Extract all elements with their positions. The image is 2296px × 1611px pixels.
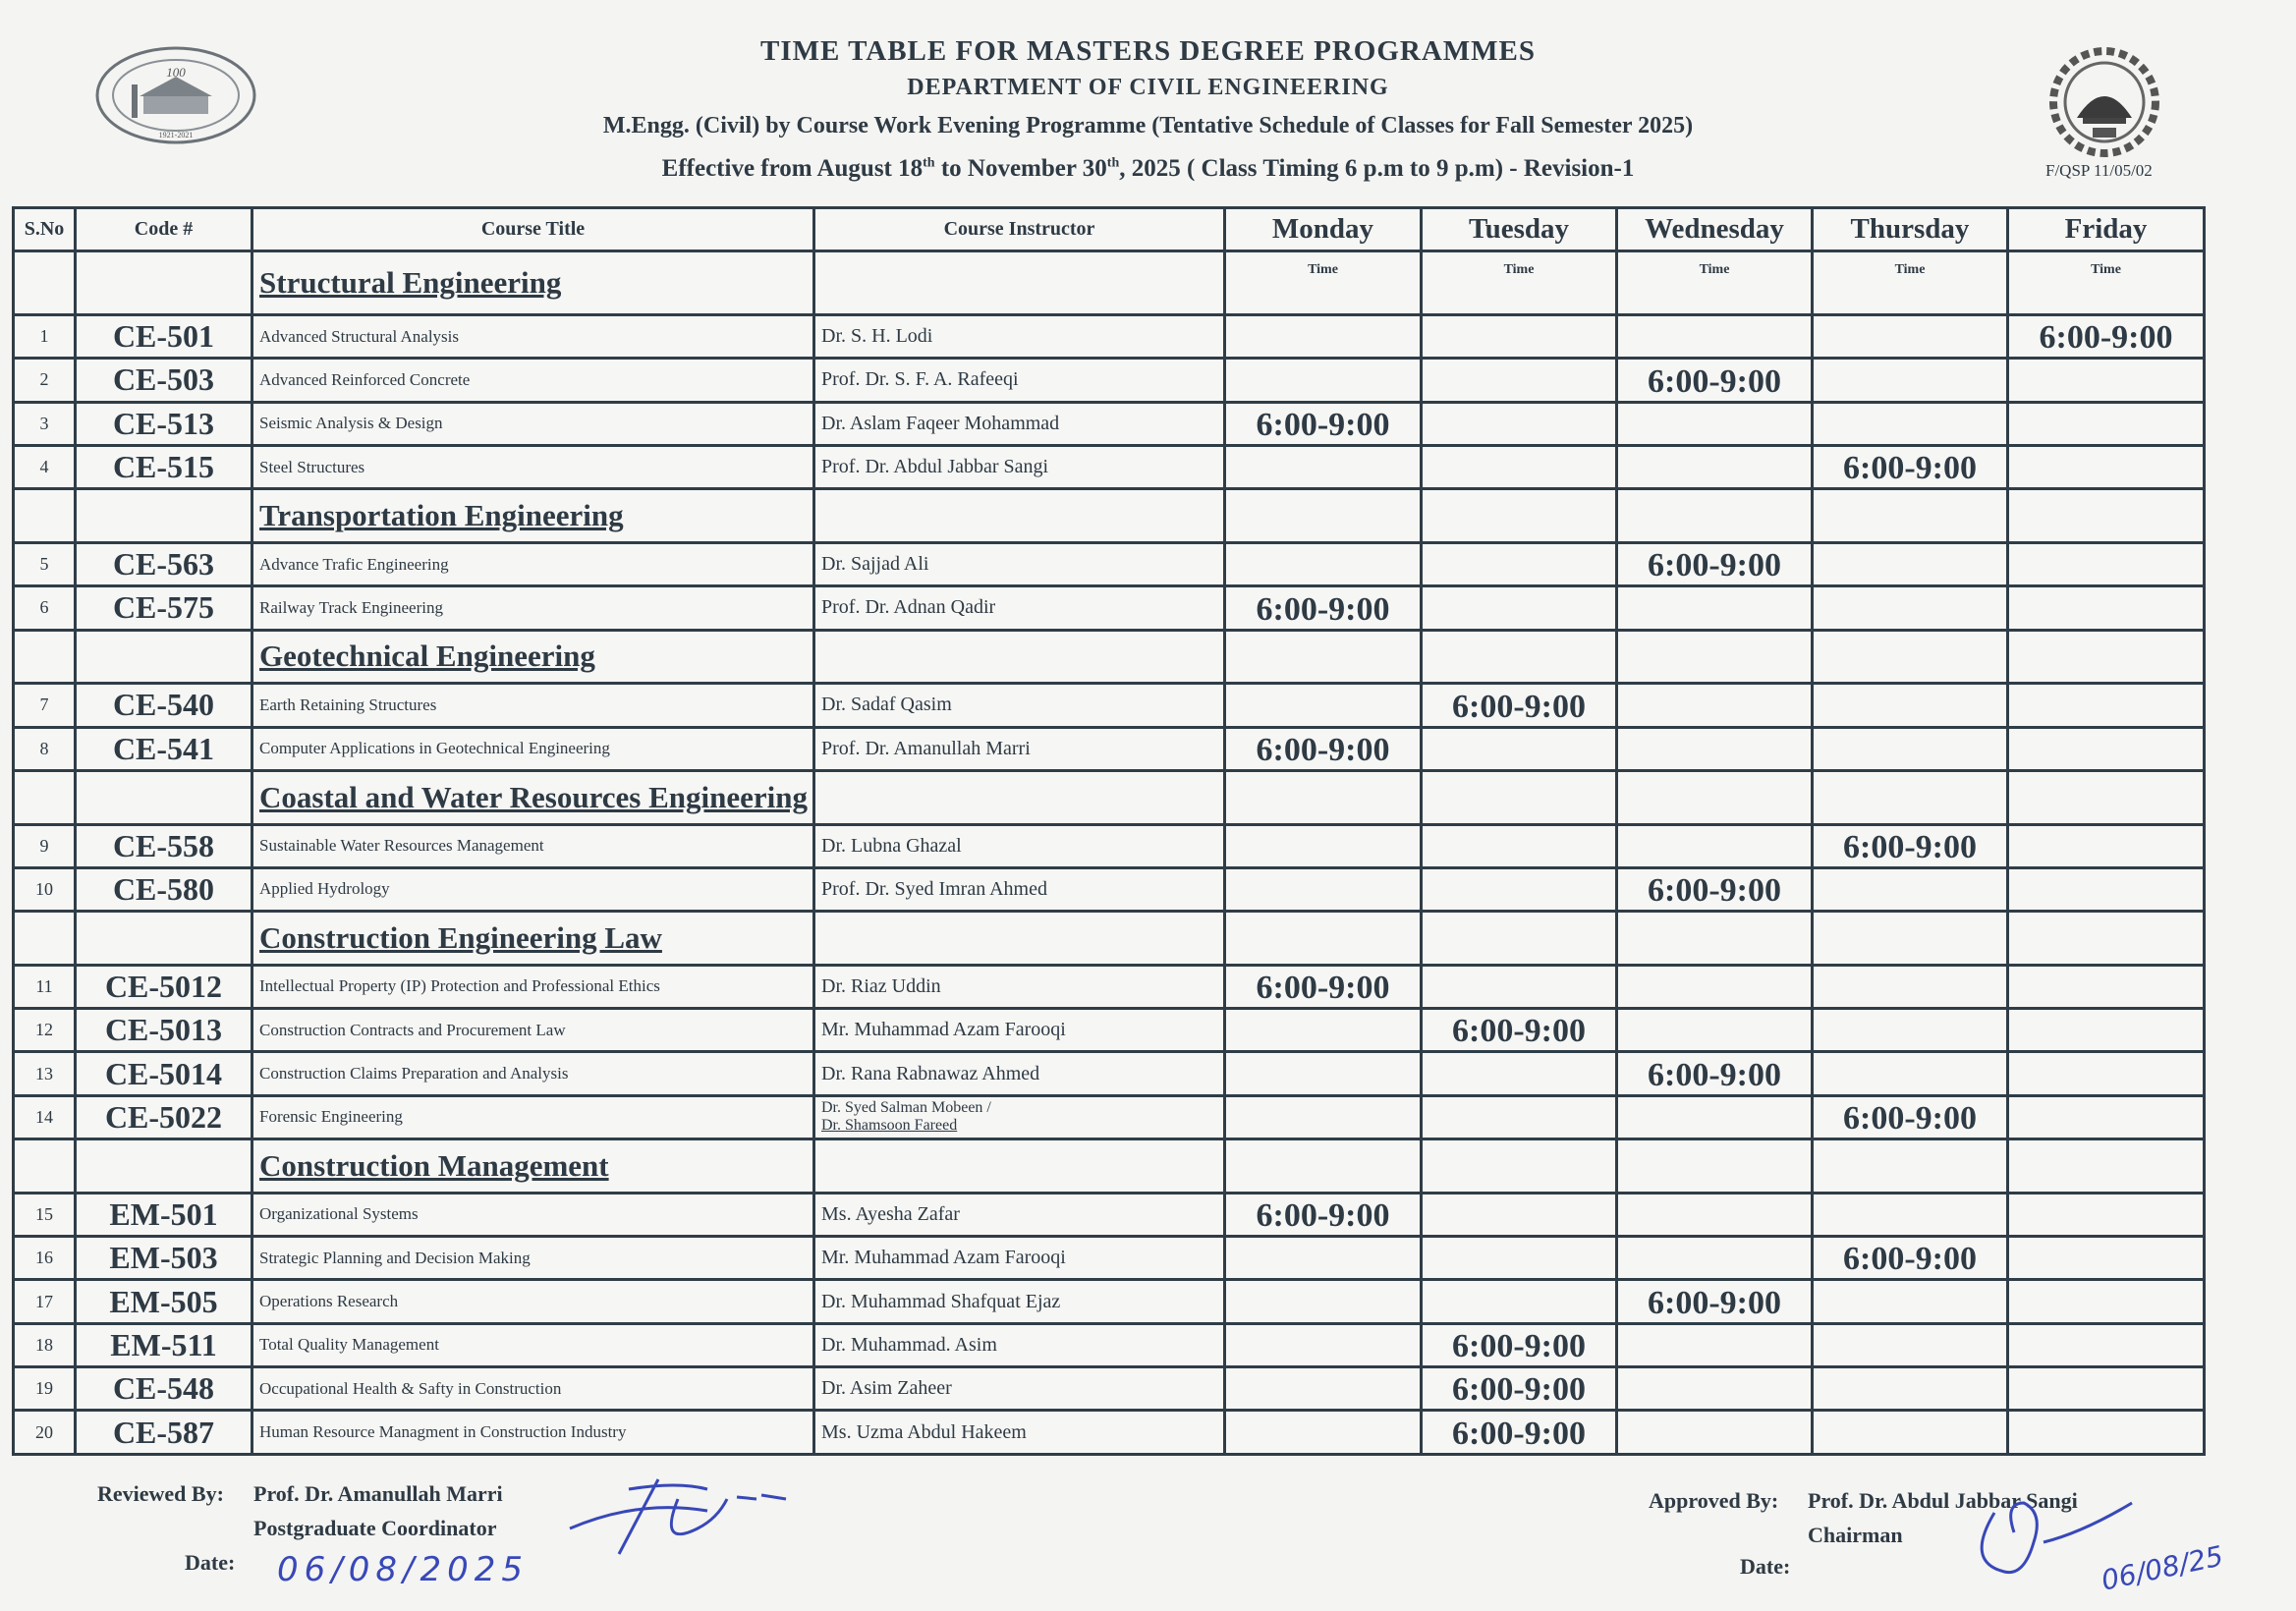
course-title: Forensic Engineering [252, 1095, 814, 1139]
header-course-instructor: Course Instructor [814, 208, 1225, 251]
course-code: CE-5013 [76, 1009, 252, 1052]
timetable-title: TIME TABLE FOR MASTERS DEGREE PROGRAMMES [760, 35, 1536, 67]
approver-name: Prof. Dr. Abdul Jabbar Sangi [1808, 1488, 2078, 1513]
course-sno: 8 [14, 727, 76, 770]
time-label-thursday [1813, 770, 2008, 824]
slot-tuesday: 6:00-9:00 [1422, 1009, 1617, 1052]
course-instructor [814, 1095, 1225, 1139]
time-label-tuesday [1422, 1139, 1617, 1194]
course-sno: 4 [14, 445, 76, 488]
section-empty-sno [14, 770, 76, 824]
course-sno: 5 [14, 542, 76, 585]
reviewer-signature-icon [560, 1460, 825, 1568]
slot-wednesday [1617, 1323, 1813, 1366]
slot-thursday [1813, 1411, 2008, 1455]
svg-text:1921-2021: 1921-2021 [158, 131, 194, 139]
section-title: Transportation Engineering [252, 489, 814, 543]
course-sno: 2 [14, 359, 76, 402]
time-label-monday [1225, 912, 1422, 966]
slot-wednesday: 6:00-9:00 [1617, 1280, 1813, 1323]
time-label-friday [2008, 630, 2205, 684]
slot-thursday [1813, 1367, 2008, 1411]
slot-friday [2008, 1411, 2205, 1455]
section-title: Construction Management [252, 1139, 814, 1194]
section-empty-instructor [814, 489, 1225, 543]
slot-monday [1225, 1411, 1422, 1455]
slot-thursday: 6:00-9:00 [1813, 1095, 2008, 1139]
slot-friday [2008, 824, 2205, 867]
course-instructor: Dr. S. H. Lodi [814, 314, 1225, 358]
section-title: Structural Engineering [252, 251, 814, 315]
header-friday: Friday [2008, 208, 2205, 251]
section-empty-sno [14, 630, 76, 684]
section-empty-code [76, 1139, 252, 1194]
course-code: CE-548 [76, 1367, 252, 1411]
course-sno: 1 [14, 314, 76, 358]
time-label-friday [2008, 770, 2205, 824]
time-label-thursday [1813, 630, 2008, 684]
course-title: Applied Hydrology [252, 867, 814, 911]
course-code: CE-540 [76, 684, 252, 727]
slot-friday [2008, 1193, 2205, 1236]
form-number: F/QSP 11/05/02 [2045, 161, 2153, 180]
course-instructor: Dr. Riaz Uddin [814, 965, 1225, 1008]
time-label-tuesday: Time [1422, 251, 1617, 315]
time-label-tuesday [1422, 630, 1617, 684]
course-title: Construction Claims Preparation and Analysis [252, 1052, 814, 1095]
slot-wednesday [1617, 445, 1813, 488]
course-instructor: Prof. Dr. S. F. A. Rafeeqi [814, 359, 1225, 402]
slot-friday: 6:00-9:00 [2008, 314, 2205, 358]
section-row [14, 1139, 2205, 1194]
slot-tuesday [1422, 965, 1617, 1008]
course-instructor: Dr. Asim Zaheer [814, 1367, 1225, 1411]
svg-text:100: 100 [166, 65, 186, 80]
course-code: CE-501 [76, 314, 252, 358]
slot-monday [1225, 824, 1422, 867]
slot-friday [2008, 1095, 2205, 1139]
slot-tuesday [1422, 1052, 1617, 1095]
slot-friday [2008, 684, 2205, 727]
course-code: EM-505 [76, 1280, 252, 1323]
slot-monday: 6:00-9:00 [1225, 1193, 1422, 1236]
time-label-friday: Time [2008, 251, 2205, 315]
slot-monday [1225, 1095, 1422, 1139]
reviewer-name: Prof. Dr. Amanullah Marri [253, 1481, 503, 1506]
course-sno: 7 [14, 684, 76, 727]
time-label-friday [2008, 489, 2205, 543]
course-code: CE-541 [76, 727, 252, 770]
slot-monday [1225, 1009, 1422, 1052]
slot-thursday [1813, 586, 2008, 630]
time-label-thursday [1813, 912, 2008, 966]
slot-tuesday [1422, 314, 1617, 358]
section-empty-instructor [814, 770, 1225, 824]
table-row [14, 1095, 2205, 1139]
time-label-monday [1225, 489, 1422, 543]
table-row [14, 1367, 2205, 1411]
time-label-thursday [1813, 1139, 2008, 1194]
slot-wednesday [1617, 824, 1813, 867]
slot-monday [1225, 867, 1422, 911]
slot-monday [1225, 1280, 1422, 1323]
course-sno: 9 [14, 824, 76, 867]
slot-thursday [1813, 542, 2008, 585]
section-empty-code [76, 630, 252, 684]
slot-thursday: 6:00-9:00 [1813, 824, 2008, 867]
slot-friday [2008, 542, 2205, 585]
time-label-thursday: Time [1813, 251, 2008, 315]
course-title: Railway Track Engineering [252, 586, 814, 630]
reviewed-by-label: Reviewed By: [97, 1481, 224, 1506]
slot-thursday [1813, 727, 2008, 770]
header-wednesday: Wednesday [1617, 208, 1813, 251]
slot-monday [1225, 542, 1422, 585]
approved-date-label: Date: [1740, 1554, 1791, 1579]
slot-thursday [1813, 1052, 2008, 1095]
course-title: Strategic Planning and Decision Making [252, 1237, 814, 1280]
table-row [14, 1237, 2205, 1280]
course-code: CE-515 [76, 445, 252, 488]
course-sno: 16 [14, 1237, 76, 1280]
slot-friday [2008, 1280, 2205, 1323]
course-instructor: Ms. Uzma Abdul Hakeem [814, 1411, 1225, 1455]
course-code: CE-563 [76, 542, 252, 585]
slot-wednesday: 6:00-9:00 [1617, 867, 1813, 911]
time-label-tuesday [1422, 770, 1617, 824]
slot-thursday [1813, 1193, 2008, 1236]
slot-monday: 6:00-9:00 [1225, 586, 1422, 630]
time-label-wednesday: Time [1617, 251, 1813, 315]
slot-tuesday: 6:00-9:00 [1422, 1367, 1617, 1411]
table-row [14, 965, 2205, 1008]
course-title: Occupational Health & Safty in Construction [252, 1367, 814, 1411]
slot-friday [2008, 1237, 2205, 1280]
table-row [14, 586, 2205, 630]
time-label-friday [2008, 912, 2205, 966]
slot-friday [2008, 867, 2205, 911]
slot-tuesday [1422, 1095, 1617, 1139]
reviewed-date-label: Date: [185, 1550, 236, 1575]
course-sno: 14 [14, 1095, 76, 1139]
course-title: Organizational Systems [252, 1193, 814, 1236]
course-instructor: Dr. Aslam Faqeer Mohammad [814, 402, 1225, 445]
slot-thursday [1813, 684, 2008, 727]
slot-monday: 6:00-9:00 [1225, 402, 1422, 445]
slot-tuesday [1422, 727, 1617, 770]
table-row [14, 1009, 2205, 1052]
course-title: Sustainable Water Resources Management [252, 824, 814, 867]
slot-monday [1225, 314, 1422, 358]
course-code: CE-587 [76, 1411, 252, 1455]
course-title: Steel Structures [252, 445, 814, 488]
slot-wednesday [1617, 1367, 1813, 1411]
course-sno: 20 [14, 1411, 76, 1455]
section-row [14, 251, 2205, 315]
time-label-wednesday [1617, 630, 1813, 684]
slot-friday [2008, 1323, 2205, 1366]
slot-wednesday [1617, 1193, 1813, 1236]
time-label-friday [2008, 1139, 2205, 1194]
time-label-monday [1225, 770, 1422, 824]
slot-friday [2008, 586, 2205, 630]
programme-description: M.Engg. (Civil) by Course Work Evening Programme (Tentative Schedule of Classes for Fall Semester 2025) [602, 113, 1694, 139]
course-code: CE-513 [76, 402, 252, 445]
slot-wednesday [1617, 402, 1813, 445]
slot-wednesday [1617, 727, 1813, 770]
slot-tuesday: 6:00-9:00 [1422, 1411, 1617, 1455]
slot-tuesday [1422, 359, 1617, 402]
department-name: DEPARTMENT OF CIVIL ENGINEERING [907, 75, 1389, 100]
time-label-monday [1225, 630, 1422, 684]
course-instructor: Prof. Dr. Adnan Qadir [814, 586, 1225, 630]
table-row [14, 727, 2205, 770]
course-code: CE-5022 [76, 1095, 252, 1139]
slot-thursday [1813, 867, 2008, 911]
slot-tuesday [1422, 445, 1617, 488]
course-instructor: Mr. Muhammad Azam Farooqi [814, 1009, 1225, 1052]
time-label-wednesday [1617, 770, 1813, 824]
course-instructor: Dr. Muhammad Shafquat Ejaz [814, 1280, 1225, 1323]
reviewed-date: 06/08/2025 [277, 1550, 529, 1589]
header-tuesday: Tuesday [1422, 208, 1617, 251]
slot-wednesday: 6:00-9:00 [1617, 1052, 1813, 1095]
course-sno: 18 [14, 1323, 76, 1366]
slot-wednesday [1617, 965, 1813, 1008]
table-row [14, 314, 2205, 358]
slot-thursday: 6:00-9:00 [1813, 445, 2008, 488]
course-code: CE-558 [76, 824, 252, 867]
slot-wednesday [1617, 1009, 1813, 1052]
table-row [14, 1411, 2205, 1455]
section-empty-instructor [814, 251, 1225, 315]
slot-thursday [1813, 402, 2008, 445]
time-label-thursday [1813, 489, 2008, 543]
section-row [14, 770, 2205, 824]
course-title: Total Quality Management [252, 1323, 814, 1366]
table-row [14, 542, 2205, 585]
slot-friday [2008, 1367, 2205, 1411]
section-empty-instructor [814, 1139, 1225, 1194]
effective-dates: Effective from August 18th to November 30th, 2025 ( Class Timing 6 p.m to 9 p.m) - Revision-1 [661, 155, 1635, 182]
section-empty-code [76, 251, 252, 315]
slot-tuesday [1422, 542, 1617, 585]
slot-tuesday: 6:00-9:00 [1422, 1323, 1617, 1366]
slot-wednesday: 6:00-9:00 [1617, 359, 1813, 402]
course-sno: 15 [14, 1193, 76, 1236]
slot-wednesday [1617, 1411, 1813, 1455]
time-label-wednesday [1617, 1139, 1813, 1194]
slot-tuesday [1422, 1193, 1617, 1236]
course-instructor-line1: Dr. Syed Salman Mobeen / [821, 1099, 991, 1117]
section-title: Coastal and Water Resources Engineering [252, 770, 814, 824]
course-title: Computer Applications in Geotechnical Engineering [252, 727, 814, 770]
slot-tuesday [1422, 867, 1617, 911]
slot-friday [2008, 402, 2205, 445]
slot-monday [1225, 1052, 1422, 1095]
approver-role: Chairman [1808, 1523, 1903, 1547]
course-sno: 17 [14, 1280, 76, 1323]
section-empty-instructor [814, 912, 1225, 966]
approved-date: 06/08/25 [2098, 1539, 2226, 1597]
slot-wednesday [1617, 1095, 1813, 1139]
course-instructor: Prof. Dr. Syed Imran Ahmed [814, 867, 1225, 911]
slot-wednesday: 6:00-9:00 [1617, 542, 1813, 585]
table-row [14, 1052, 2205, 1095]
course-instructor: Dr. Sadaf Qasim [814, 684, 1225, 727]
slot-tuesday [1422, 586, 1617, 630]
slot-tuesday [1422, 402, 1617, 445]
slot-friday [2008, 1009, 2205, 1052]
course-instructor: Dr. Sajjad Ali [814, 542, 1225, 585]
slot-thursday [1813, 1009, 2008, 1052]
header-sno: S.No [14, 208, 76, 251]
slot-friday [2008, 1052, 2205, 1095]
timetable-grid [12, 206, 2206, 1456]
slot-monday: 6:00-9:00 [1225, 965, 1422, 1008]
slot-thursday [1813, 359, 2008, 402]
table-row [14, 1193, 2205, 1236]
course-instructor: Prof. Dr. Abdul Jabbar Sangi [814, 445, 1225, 488]
course-code: CE-575 [76, 586, 252, 630]
course-title: Operations Research [252, 1280, 814, 1323]
course-instructor: Mr. Muhammad Azam Farooqi [814, 1237, 1225, 1280]
course-instructor: Ms. Ayesha Zafar [814, 1193, 1225, 1236]
section-empty-sno [14, 251, 76, 315]
slot-monday [1225, 684, 1422, 727]
table-row [14, 1280, 2205, 1323]
approved-by-label: Approved By: [1649, 1488, 1779, 1513]
course-code: EM-501 [76, 1193, 252, 1236]
slot-monday [1225, 1367, 1422, 1411]
course-code: CE-5012 [76, 965, 252, 1008]
table-row [14, 402, 2205, 445]
slot-monday [1225, 445, 1422, 488]
course-title: Human Resource Managment in Construction Industry [252, 1411, 814, 1455]
header-course-title: Course Title [252, 208, 814, 251]
course-code: EM-503 [76, 1237, 252, 1280]
course-sno: 6 [14, 586, 76, 630]
table-row [14, 359, 2205, 402]
section-empty-code [76, 770, 252, 824]
table-row [14, 445, 2205, 488]
section-empty-sno [14, 1139, 76, 1194]
slot-thursday: 6:00-9:00 [1813, 1237, 2008, 1280]
course-code: CE-580 [76, 867, 252, 911]
section-empty-instructor [814, 630, 1225, 684]
section-title: Construction Engineering Law [252, 912, 814, 966]
slot-monday [1225, 1237, 1422, 1280]
course-instructor-line2: Dr. Shamsoon Fareed [821, 1117, 958, 1135]
slot-thursday [1813, 314, 2008, 358]
slot-friday [2008, 359, 2205, 402]
course-code: CE-5014 [76, 1052, 252, 1095]
course-instructor: Dr. Rana Rabnawaz Ahmed [814, 1052, 1225, 1095]
section-empty-sno [14, 912, 76, 966]
slot-friday [2008, 445, 2205, 488]
time-label-tuesday [1422, 912, 1617, 966]
header-code: Code # [76, 208, 252, 251]
slot-thursday [1813, 965, 2008, 1008]
section-title: Geotechnical Engineering [252, 630, 814, 684]
time-label-wednesday [1617, 912, 1813, 966]
course-title: Earth Retaining Structures [252, 684, 814, 727]
course-sno: 19 [14, 1367, 76, 1411]
reviewer-role: Postgraduate Coordinator [253, 1516, 497, 1540]
course-sno: 11 [14, 965, 76, 1008]
course-code: EM-511 [76, 1323, 252, 1366]
course-sno: 12 [14, 1009, 76, 1052]
slot-friday [2008, 965, 2205, 1008]
slot-thursday [1813, 1323, 2008, 1366]
course-instructor: Dr. Lubna Ghazal [814, 824, 1225, 867]
header-monday: Monday [1225, 208, 1422, 251]
course-sno: 13 [14, 1052, 76, 1095]
time-label-wednesday [1617, 489, 1813, 543]
slot-monday [1225, 359, 1422, 402]
slot-tuesday [1422, 1280, 1617, 1323]
table-row [14, 1323, 2205, 1366]
slot-tuesday [1422, 1237, 1617, 1280]
table-row [14, 684, 2205, 727]
slot-monday [1225, 1323, 1422, 1366]
section-empty-code [76, 489, 252, 543]
course-title: Advanced Structural Analysis [252, 314, 814, 358]
slot-wednesday [1617, 1237, 1813, 1280]
time-label-tuesday [1422, 489, 1617, 543]
course-title: Intellectual Property (IP) Protection and Professional Ethics [252, 965, 814, 1008]
slot-tuesday [1422, 824, 1617, 867]
section-row [14, 489, 2205, 543]
slot-friday [2008, 727, 2205, 770]
section-row [14, 630, 2205, 684]
time-label-monday: Time [1225, 251, 1422, 315]
section-row [14, 912, 2205, 966]
slot-wednesday [1617, 684, 1813, 727]
slot-wednesday [1617, 586, 1813, 630]
section-empty-sno [14, 489, 76, 543]
table-row [14, 867, 2205, 911]
slot-monday: 6:00-9:00 [1225, 727, 1422, 770]
slot-thursday [1813, 1280, 2008, 1323]
course-sno: 3 [14, 402, 76, 445]
course-instructor: Dr. Muhammad. Asim [814, 1323, 1225, 1366]
section-empty-code [76, 912, 252, 966]
slot-wednesday [1617, 314, 1813, 358]
header-thursday: Thursday [1813, 208, 2008, 251]
course-title: Seismic Analysis & Design [252, 402, 814, 445]
course-title: Advance Trafic Engineering [252, 542, 814, 585]
slot-tuesday: 6:00-9:00 [1422, 684, 1617, 727]
course-instructor: Prof. Dr. Amanullah Marri [814, 727, 1225, 770]
time-label-monday [1225, 1139, 1422, 1194]
table-row [14, 824, 2205, 867]
course-code: CE-503 [76, 359, 252, 402]
course-title: Advanced Reinforced Concrete [252, 359, 814, 402]
course-sno: 10 [14, 867, 76, 911]
course-title: Construction Contracts and Procurement Law [252, 1009, 814, 1052]
timetable-body [14, 251, 2205, 1455]
